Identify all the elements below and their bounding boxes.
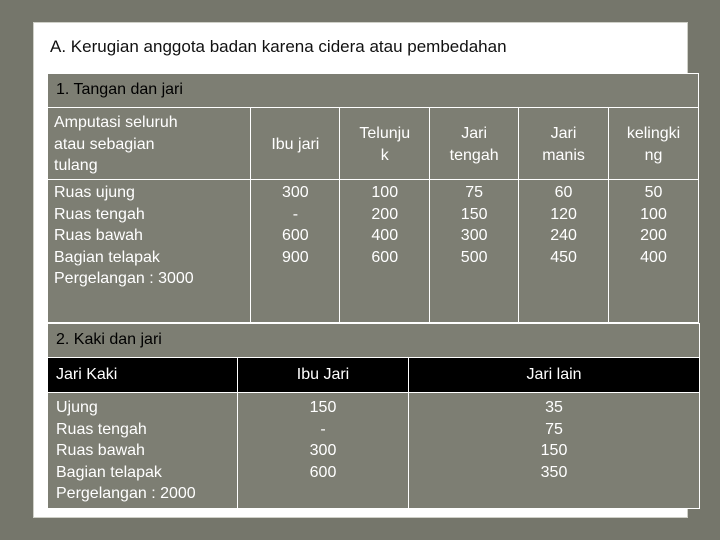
hand-values-jari-tengah: 75 150 300 500 — [430, 180, 519, 323]
hand-header-telunjuk: Telunju k — [340, 108, 430, 180]
slide — [33, 22, 688, 518]
hand-section-label: 1. Tangan dan jari — [48, 74, 699, 108]
hand-row-labels: Ruas ujung Ruas tengah Ruas bawah Bagian telapak Pergelangan : 3000 — [48, 180, 251, 323]
hand-table — [47, 73, 699, 323]
foot-row-labels: Ujung Ruas tengah Ruas bawah Bagian telapak Pergelangan : 2000 — [48, 393, 238, 509]
foot-section-label: 2. Kaki dan jari — [48, 324, 700, 358]
foot-values-ibu-jari: 150 - 300 600 — [238, 393, 409, 509]
hand-values-jari-manis: 60 120 240 450 — [519, 180, 609, 323]
foot-header-jari-lain: Jari lain — [409, 358, 700, 393]
foot-table — [47, 323, 700, 509]
hand-header-rowlabel: Amputasi seluruh atau sebagian tulang — [48, 108, 251, 180]
foot-header-ibu-jari: Ibu Jari — [238, 358, 409, 393]
hand-header-kelingking: kelingki ng — [609, 108, 699, 180]
hand-header-jari-tengah: Jari tengah — [430, 108, 519, 180]
foot-values-jari-lain: 35 75 150 350 — [409, 393, 700, 509]
slide-title: A. Kerugian anggota badan karena cidera atau pembedahan — [50, 37, 507, 56]
hand-values-ibu-jari: 300 - 600 900 — [251, 180, 340, 323]
foot-header-jari-kaki: Jari Kaki — [48, 358, 238, 393]
hand-values-telunjuk: 100 200 400 600 — [340, 180, 430, 323]
hand-header-ibu-jari: Ibu jari — [251, 108, 340, 180]
hand-values-kelingking: 50 100 200 400 — [609, 180, 699, 323]
hand-header-jari-manis: Jari manis — [519, 108, 609, 180]
